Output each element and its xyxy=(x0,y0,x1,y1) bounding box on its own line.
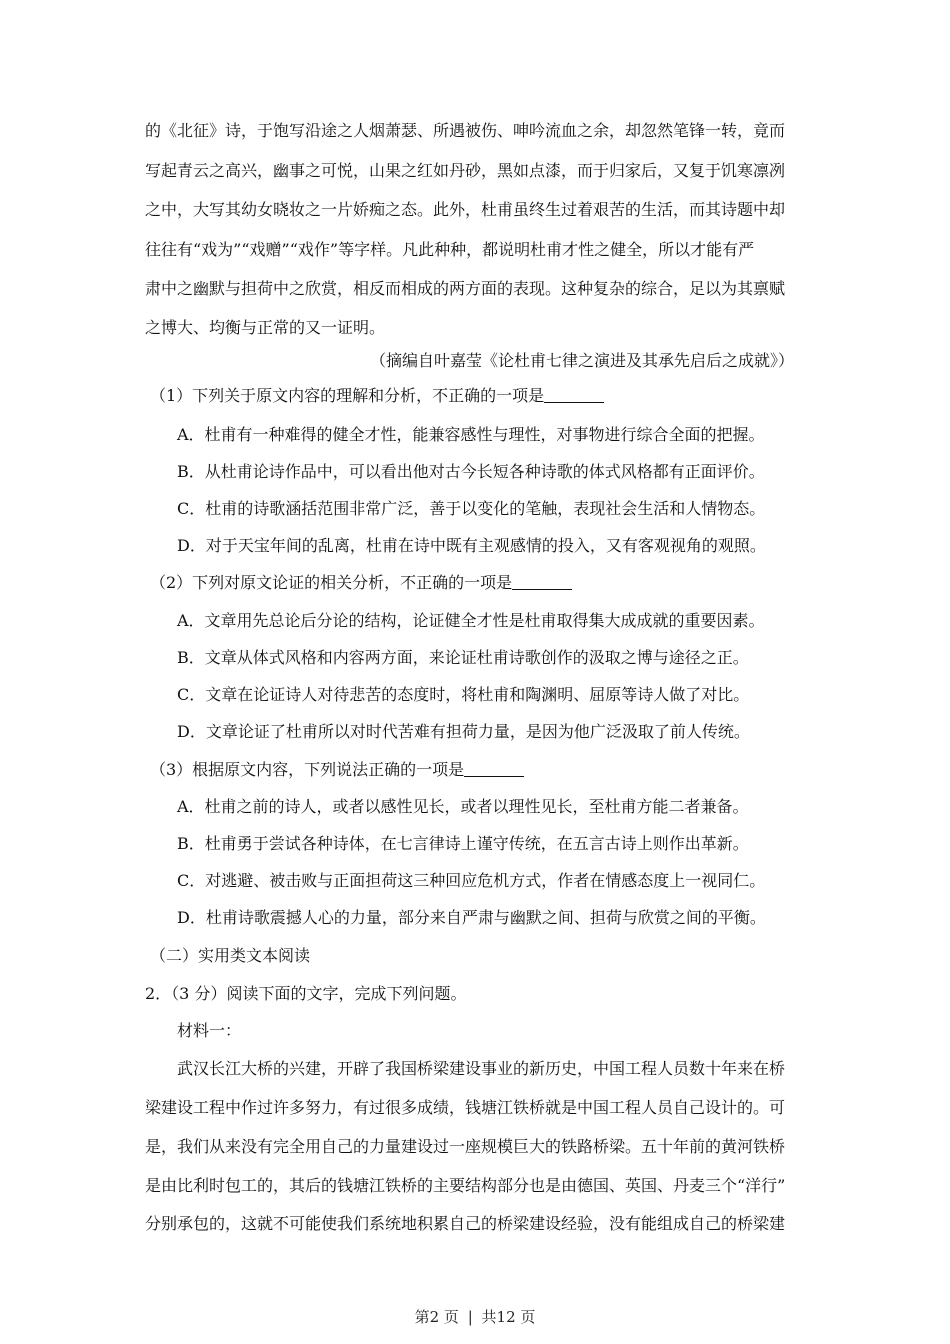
answer-blank xyxy=(464,762,524,777)
question-stem-text: （1）下列关于原文内容的理解和分析，不正确的一项是 xyxy=(150,386,545,405)
question-stem-text: （2）下列对原文论证的相关分析，不正确的一项是 xyxy=(150,573,513,592)
option: C．对逃避、被击败与正面担荷这三种回应危机方式，作者在情感态度上一视同仁。 xyxy=(177,871,766,890)
question-stem xyxy=(150,386,604,406)
option: B．杜甫勇于尝试各种诗体，在七言律诗上谨守传统，在五言古诗上则作出革新。 xyxy=(177,834,749,853)
option: B．文章从体式风格和内容两方面，来论证杜甫诗歌创作的汲取之博与途径之正。 xyxy=(177,648,749,667)
question-stem-text: （3）根据原文内容，下列说法正确的一项是 xyxy=(150,760,465,779)
material-label: 材料一： xyxy=(177,1021,242,1040)
option: C．文章在论证诗人对待悲苦的态度时，将杜甫和陶渊明、屈原等诗人做了对比。 xyxy=(177,685,750,704)
option: C．杜甫的诗歌涵括范围非常广泛，善于以变化的笔触，表现社会生活和人情物态。 xyxy=(177,499,766,518)
page-footer xyxy=(0,1308,950,1326)
paragraph-line: 是由比利时包工的，其后的钱塘江铁桥的主要结构部分也是由德国、英国、丹麦三个“洋行” xyxy=(145,1176,786,1195)
source-citation: （摘编自叶嘉莹《论杜甫七律之演进及其承先启后之成就》） xyxy=(370,351,795,370)
footer-separator: | xyxy=(467,1308,473,1326)
option: A．杜甫有一种难得的健全才性，能兼容感性与理性，对事物进行综合全面的把握。 xyxy=(177,425,765,444)
answer-blank xyxy=(544,388,604,403)
paragraph-line: 写起青云之高兴，幽事之可悦，山果之红如丹砂，黑如点漆，而于归家后，又复于饥寒凛冽 xyxy=(145,161,786,180)
paragraph-line: 肃中之幽默与担荷中之欣赏，相反而相成的两方面的表现。这种复杂的综合，足以为其禀赋 xyxy=(145,279,786,298)
page-total: 共12 页 xyxy=(481,1308,536,1326)
option: D．杜甫诗歌震撼人心的力量，部分来自严肃与幽默之间、担荷与欣赏之间的平衡。 xyxy=(177,908,766,927)
question-stem xyxy=(150,573,572,593)
paragraph-line: 武汉长江大桥的兴建，开辟了我国桥梁建设事业的新历史，中国工程人员数十年来在桥 xyxy=(177,1059,786,1078)
option: A．文章用先总论后分论的结构，论证健全才性是杜甫取得集大成成就的重要因素。 xyxy=(177,611,765,630)
question-stem xyxy=(150,760,524,780)
paragraph-line: 梁建设工程中作过许多努力，有过很多成绩，钱塘江铁桥就是中国工程人员自己设计的。可 xyxy=(145,1098,786,1117)
paragraph-line: 之中，大写其幼女晓妆之一片娇痴之态。此外，杜甫虽终生过着艰苦的生活，而其诗题中却 xyxy=(145,200,786,219)
option: A．杜甫之前的诗人，或者以感性见长，或者以理性见长，至杜甫方能二者兼备。 xyxy=(177,797,749,816)
option: B．从杜甫论诗作品中，可以看出他对古今长短各种诗歌的体式风格都有正面评价。 xyxy=(177,462,765,481)
paragraph-line: 是，我们从来没有完全用自己的力量建设过一座规模巨大的铁路桥梁。五十年前的黄河铁桥 xyxy=(145,1137,786,1156)
answer-blank xyxy=(512,575,572,590)
option: D．文章论证了杜甫所以对时代苦难有担荷力量，是因为他广泛汲取了前人传统。 xyxy=(177,722,750,741)
page-number: 第2 页 xyxy=(414,1308,459,1326)
paragraph-line: 分别承包的，这就不可能使我们系统地积累自己的桥梁建设经验，没有能组成自己的桥梁建 xyxy=(145,1214,786,1233)
section-heading: （二）实用类文本阅读 xyxy=(150,946,311,965)
paragraph-line: 的《北征》诗，于饱写沿途之人烟萧瑟、所遇被伤、呻吟流血之余，却忽然笔锋一转，竟而 xyxy=(145,121,786,140)
question-heading: 2．（3 分）阅读下面的文字，完成下列问题。 xyxy=(145,984,467,1003)
paragraph-line: 往往有“戏为”“戏赠”“戏作”等字样。凡此种种，都说明杜甫才性之健全，所以才能有严 xyxy=(145,240,755,259)
option: D．对于天宝年间的乱离，杜甫在诗中既有主观感情的投入，又有客观视角的观照。 xyxy=(177,536,766,555)
paragraph-line: 之博大、均衡与正常的又一证明。 xyxy=(145,318,386,337)
